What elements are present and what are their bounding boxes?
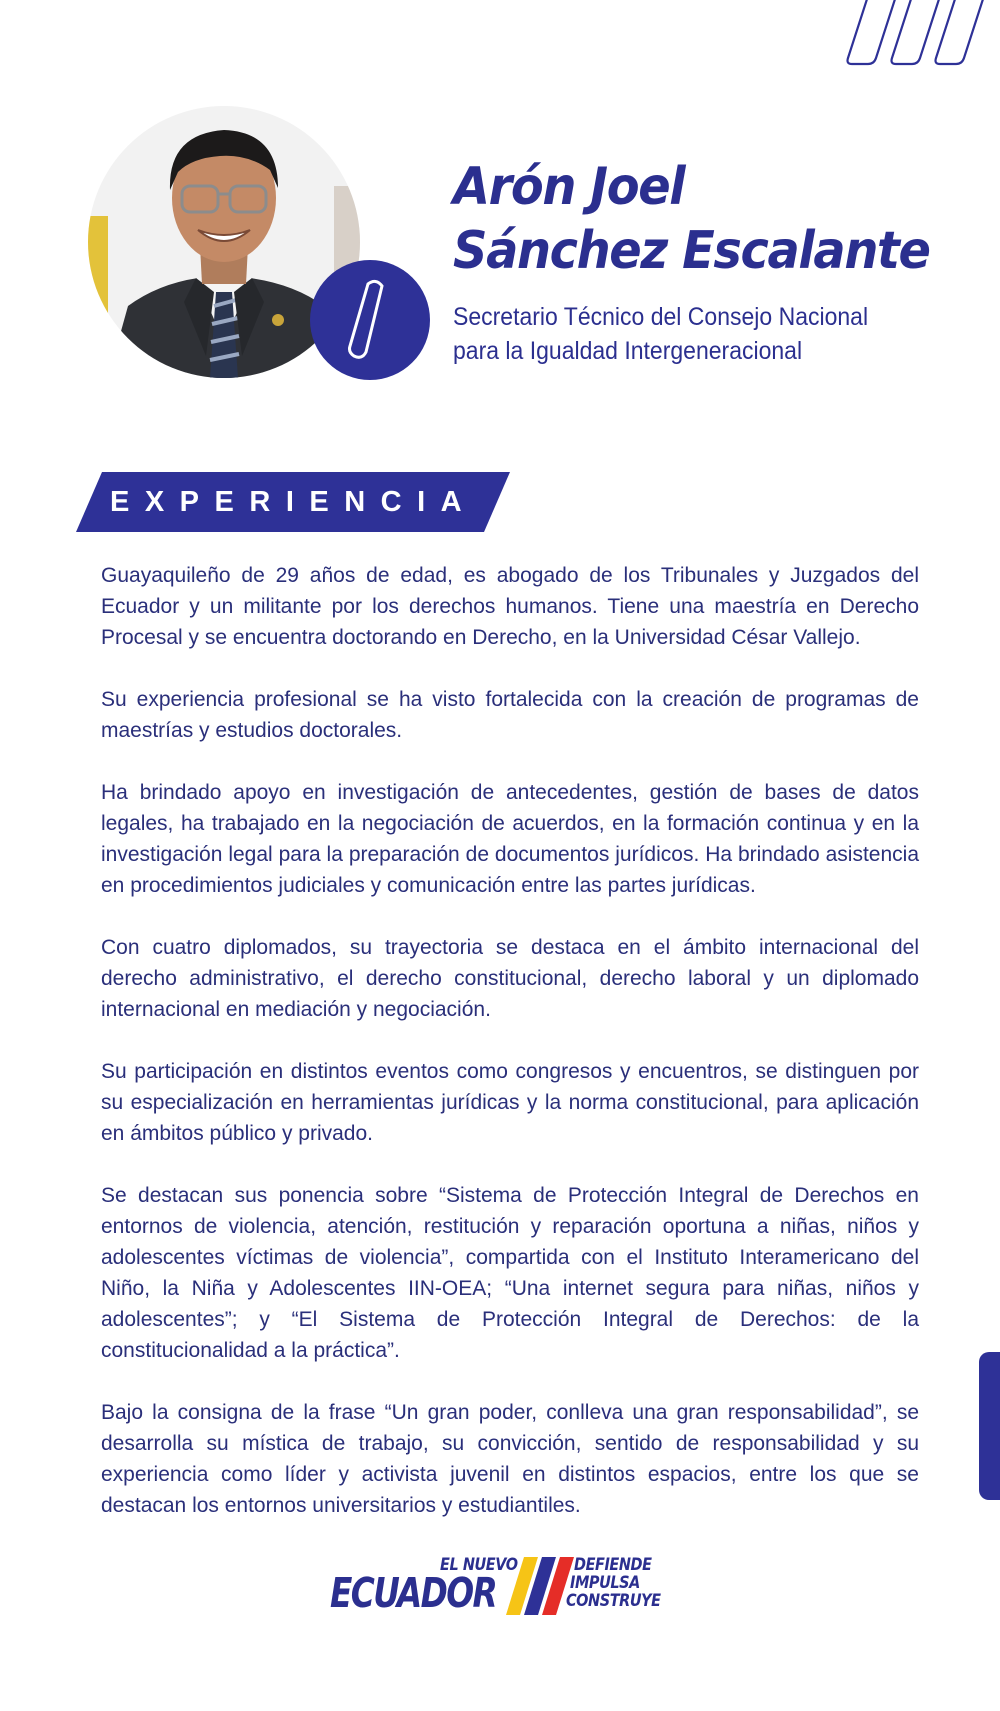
person-role-line2: para la Igualdad Intergeneracional: [453, 337, 803, 365]
person-name-line2: Sánchez Escalante: [453, 221, 930, 281]
bio-text: [101, 560, 919, 1552]
section-title: EXPERIENCIA: [110, 486, 478, 518]
person-role: [453, 300, 931, 368]
person-name: [453, 155, 931, 283]
bio-paragraph: Con cuatro diplomados, su trayectoria se destaca en el ámbito internacional del derecho administrativo, el derecho constitucional, derecho laboral y un diplomado internacional en mediación y negociación.: [101, 936, 919, 1021]
logo-ecuador: ECUADOR: [330, 1569, 497, 1617]
logo-tag-construye: CONSTRUYE: [566, 1591, 661, 1611]
bio-paragraph: Su participación en distintos eventos como congresos y encuentros, se distinguen por su especialización en herramientas jurídicas y la norma constitucional, para aplicación en ámbitos público y privado.: [101, 1060, 919, 1145]
decorative-slashes: [840, 0, 1000, 70]
side-tab: [979, 1352, 1000, 1500]
person-name-line1: Arón Joel: [453, 157, 685, 217]
logo-tag-defiende: DEFIENDE: [574, 1555, 652, 1575]
bio-paragraph: Su experiencia profesional se ha visto fortalecida con la creación de programas de maestrías y estudios doctorales.: [101, 688, 919, 742]
accent-blob: [310, 258, 430, 382]
logo-tag-impulsa: IMPULSA: [570, 1573, 640, 1593]
bio-paragraph: Bajo la consigna de la frase “Un gran poder, conlleva una gran responsabilidad”, se desarrolla su mística de trabajo, su convicción, sentido de responsabilidad y su experiencia como líder y activista juvenil en distintos espacios, entre los que se destacan los entornos universitarios y estudiantiles.: [101, 1401, 919, 1517]
bio-paragraph: Ha brindado apoyo en investigación de antecedentes, gestión de bases de datos legales, ha trabajado en la negociación de acuerdos, en la formación continua y en la investigación legal para la preparación de documentos jurídicos. Ha brindado asistencia en procedimientos judiciales y comunicación entre las partes jurídicas.: [101, 781, 919, 897]
person-role-line1: Secretario Técnico del Consejo Nacional: [453, 303, 869, 331]
bio-paragraph: Se destacan sus ponencia sobre “Sistema de Protección Integral de Derechos en entornos de violencia, atención, restitución y reparación oportuna a niñas, niños y adolescentes víctimas de violencia”, compartida con el Instituto Interamericano del Niño, la Niña y Adolescentes IIN-OEA; “Una internet segura para niñas, niños y adolescentes”; y “El Sistema de Protección Integral de Derechos: de la constitucionalidad a la práctica”.: [101, 1184, 919, 1362]
bio-paragraph: Guayaquileño de 29 años de edad, es abogado de los Tribunales y Juzgados del Ecuador y un militante por los derechos humanos. Tiene una maestría en Derecho Procesal y se encuentra doctorando en Derecho, en la Universidad César Vallejo.: [101, 564, 919, 649]
footer-logo: [330, 1555, 670, 1635]
logo-el-nuevo: EL NUEVO: [440, 1555, 518, 1575]
